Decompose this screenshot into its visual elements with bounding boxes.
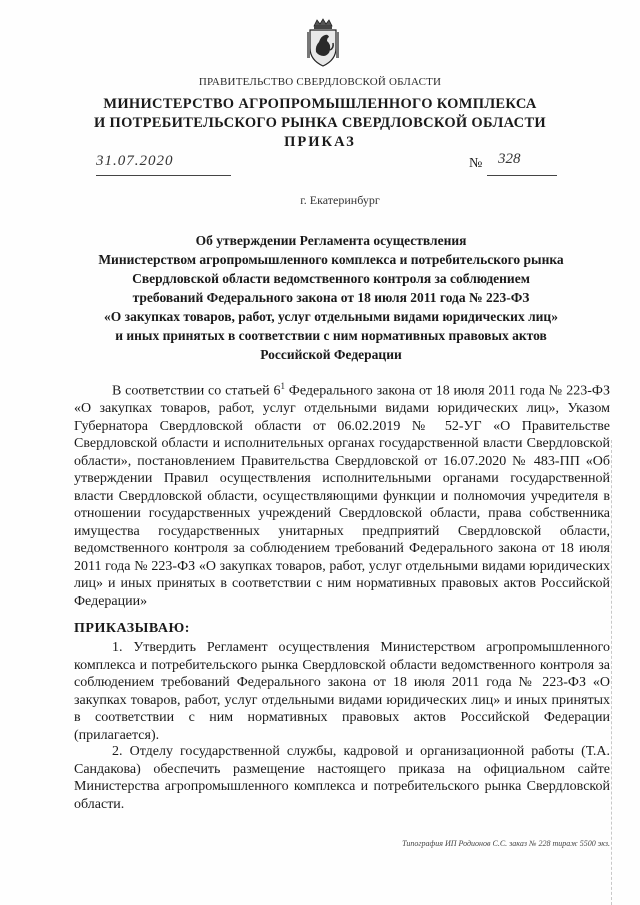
order-number: 328 [498, 151, 521, 167]
city-line: г. Екатеринбург [300, 193, 380, 207]
ministry-heading-line-2: И ПОТРЕБИТЕЛЬСКОГО РЫНКА СВЕРДЛОВСКОЙ ОБЛАСТИ [94, 115, 546, 131]
order-number-label: № [469, 156, 483, 171]
subject-line: «О закупках товаров, работ, услуг отдельными видами юридических лиц» [104, 309, 558, 324]
document-type-title: ПРИКАЗ [284, 134, 356, 150]
subject-line: и иных принятых в соответствии с ним нормативных правовых актов [115, 328, 547, 343]
subject-line: Российской Федерации [260, 347, 402, 362]
order-subject [68, 231, 594, 364]
order-item-1-text: 1. Утвердить Регламент осуществления Министерством агропромышленного комплекса и потребительского рынка Свердловской области ведомственного контроля за соблюдением требований Федерального закона от 18 июля 2011 года № 223-ФЗ «О закупках товаров, работ, услуг отдельными видами юридических лиц» и иных принятых в соответствии с ним нормативных правовых актов Российской Федерации (прилагается). [74, 640, 610, 743]
subject-line: Министерством агропромышленного комплекса и потребительского рынка [98, 252, 564, 267]
scan-edge-divider [611, 440, 612, 905]
preamble-rest: Федерального закона от 18 июля 2011 года № 223-ФЗ «О закупках товаров, работ, услуг отдельными видами юридических лиц», Указом Губернатора Свердловской области от 06.02.2019 № 52-УГ «О Правительстве Свердловской области и исполнительных органах государственной власти Свердловской области», постановлением Правительства Свердловской от 16.07.2020 № 483-ПП «Об утверждении Правил осуществления исполнительными органами государственной власти Свердловской области, осуществляющими функции и полномочия учредителя в отношении государственных учреждений Свердловской области, права собственника имущества государственных унитарных предприятий Свердловской области, ведомственного контроля за соблюдением требований Федерального закона от 18 июля 2011 года № 223-ФЗ «О закупках товаров, работ, услуг отдельными видами юридических лиц» и иных принятых в соответствии с ним нормативных правовых актов Российской Федерации» [74, 383, 610, 609]
subject-line: требований Федерального закона от 18 июля 2011 года № 223-ФЗ [132, 290, 530, 305]
order-item-2-text: 2. Отделу государственной службы, кадровой и организационной работы (Т.А. Сандакова) обеспечить размещение настоящего приказа на официальном сайте Министерства агропромышленного комплекса и потребительского рынка Свердловской области. [74, 744, 610, 812]
ministry-heading-line-1: МИНИСТЕРСТВО АГРОПРОМЫШЛЕННОГО КОМПЛЕКСА [103, 96, 537, 112]
preamble-paragraph [74, 378, 610, 610]
subject-line: Свердловской области ведомственного контроля за соблюдением [132, 271, 530, 286]
date-underline [96, 175, 231, 176]
order-item-1 [74, 639, 610, 744]
ministry-heading [0, 95, 640, 133]
article-superscript: 1 [280, 381, 285, 391]
sverdlovsk-region-coat-of-arms-icon [305, 18, 341, 68]
number-underline [487, 175, 557, 176]
subject-line: Об утверждении Регламента осуществления [195, 233, 467, 248]
ordering-heading: ПРИКАЗЫВАЮ: [74, 621, 190, 636]
preamble-start: В соответствии со статьей 6 [112, 383, 281, 399]
printing-house-footer: Типография ИП Родионов С.С. заказ № 228 тираж 5500 экз. [402, 839, 610, 848]
government-heading: ПРАВИТЕЛЬСТВО СВЕРДЛОВСКОЙ ОБЛАСТИ [198, 76, 442, 88]
order-date: 31.07.2020 [96, 153, 174, 169]
order-item-2 [74, 743, 610, 813]
